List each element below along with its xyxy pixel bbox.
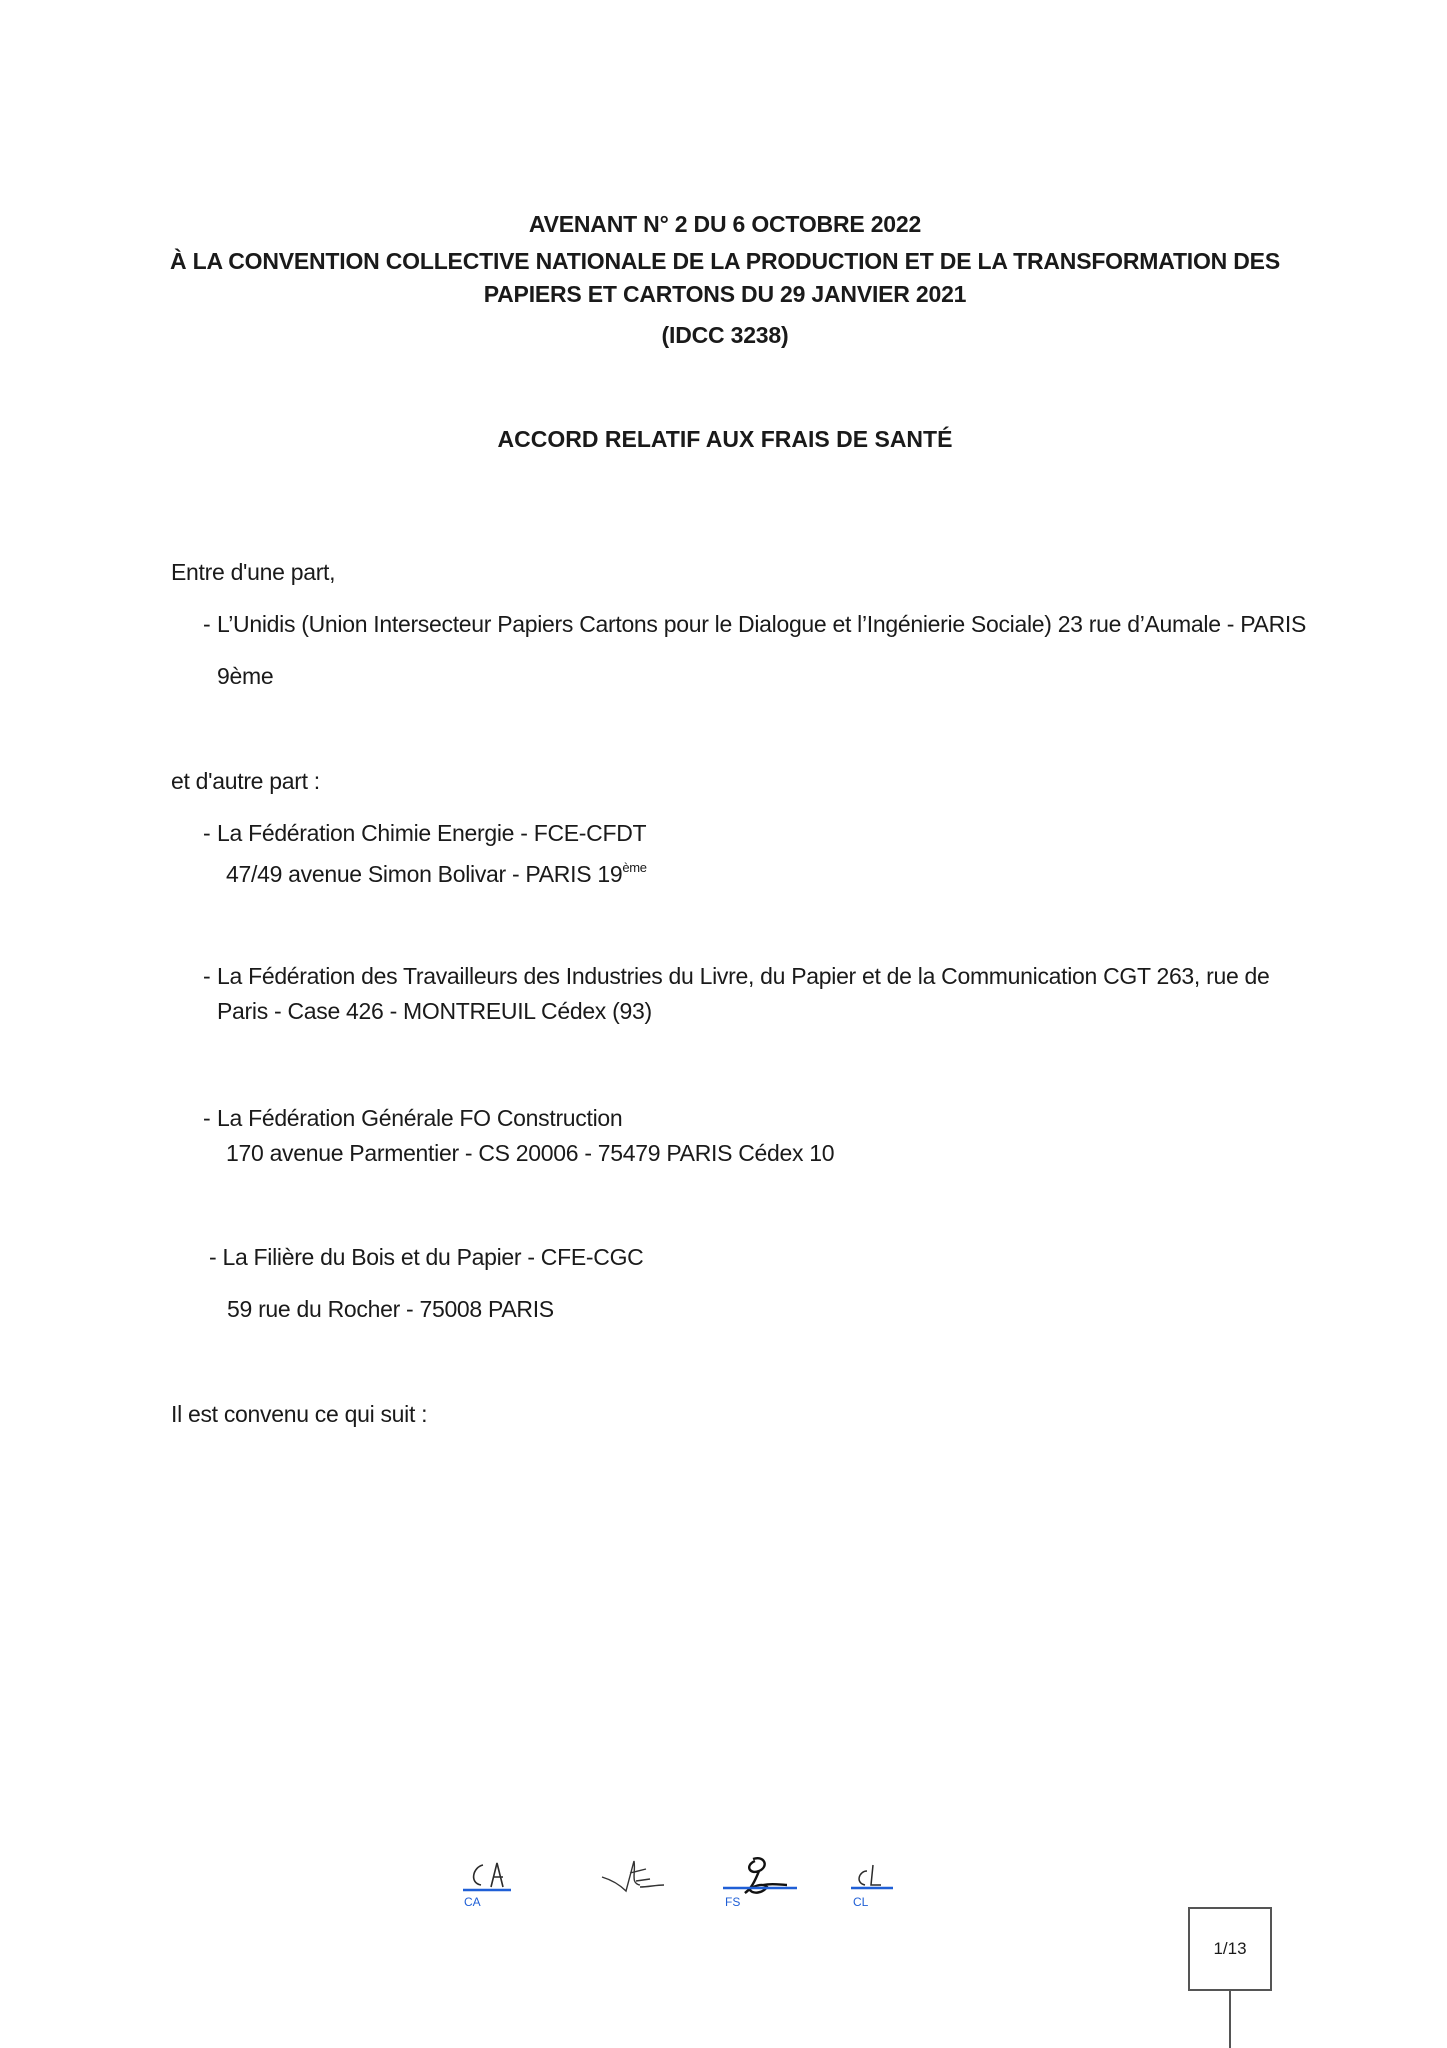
party-cfe-cgc-address: 59 rue du Rocher - 75008 PARIS: [227, 1296, 554, 1322]
party-name: La Fédération Générale FO Construction: [217, 1105, 623, 1131]
signature-ca: [463, 1855, 523, 1913]
document-subject: ACCORD RELATIF AUX FRAIS DE SANTÉ: [497, 426, 953, 452]
page-number-box: [1188, 1907, 1272, 1991]
handwritten-signature-2-icon: [600, 1851, 670, 1909]
closing-statement: Il est convenu ce qui suit :: [171, 1401, 428, 1427]
first-party-line-1: [203, 607, 1306, 641]
party-address: 47/49 avenue Simon Bolivar - PARIS 19: [226, 861, 623, 887]
bullet-dash: -: [203, 963, 211, 989]
signature-initials: FS: [725, 1895, 741, 1909]
bullet-dash: -: [203, 1105, 211, 1131]
page-number: 1/13: [1213, 1939, 1247, 1958]
bullet-dash: -: [203, 820, 211, 846]
party-cgt: [203, 959, 1270, 993]
party-cfdt: [203, 816, 646, 850]
party-fo-address: 170 avenue Parmentier - CS 20006 - 75479 PARIS Cédex 10: [226, 1140, 835, 1166]
party-cgt-address: Paris - Case 426 - MONTREUIL Cédex (93): [217, 998, 652, 1024]
party-name: La Fédération Chimie Energie - FCE-CFDT: [217, 820, 647, 846]
second-party-intro: et d'autre part :: [171, 768, 320, 794]
signature-fs: [723, 1855, 803, 1913]
party-cfe-cgc: - La Filière du Bois et du Papier - CFE-CGC: [209, 1244, 644, 1270]
document-title: [150, 208, 1300, 352]
title-line-1: AVENANT N° 2 DU 6 OCTOBRE 2022: [528, 211, 922, 237]
title-line-4: (IDCC 3238): [661, 322, 789, 348]
signature-initials: CL: [853, 1895, 869, 1909]
party-cfdt-address: [226, 851, 647, 891]
signatures-row: [0, 1855, 1447, 1915]
first-party-name: L’Unidis (Union Intersecteur Papiers Cartons pour le Dialogue et l’Ingénierie Sociale) 23 rue d’Aumale - PARIS: [217, 611, 1307, 637]
first-party-line-2: 9ème: [217, 663, 274, 689]
title-line-3: PAPIERS ET CARTONS DU 29 JANVIER 2021: [483, 281, 967, 307]
title-line-2: À LA CONVENTION COLLECTIVE NATIONALE DE LA PRODUCTION ET DE LA TRANSFORMATION DES: [170, 248, 1280, 274]
ordinal-suffix: ème: [622, 860, 647, 875]
signature-2: [600, 1851, 670, 1909]
signature-initials: CA: [464, 1895, 481, 1909]
first-party-intro: Entre d'une part,: [171, 559, 336, 585]
signature-cl: [851, 1855, 911, 1913]
party-name: La Fédération des Travailleurs des Industries du Livre, du Papier et de la Communication CGT 263, rue de: [217, 963, 1270, 989]
bullet-dash: -: [203, 611, 211, 637]
page-box-divider: [1229, 1991, 1231, 2048]
party-fo: [203, 1101, 622, 1135]
